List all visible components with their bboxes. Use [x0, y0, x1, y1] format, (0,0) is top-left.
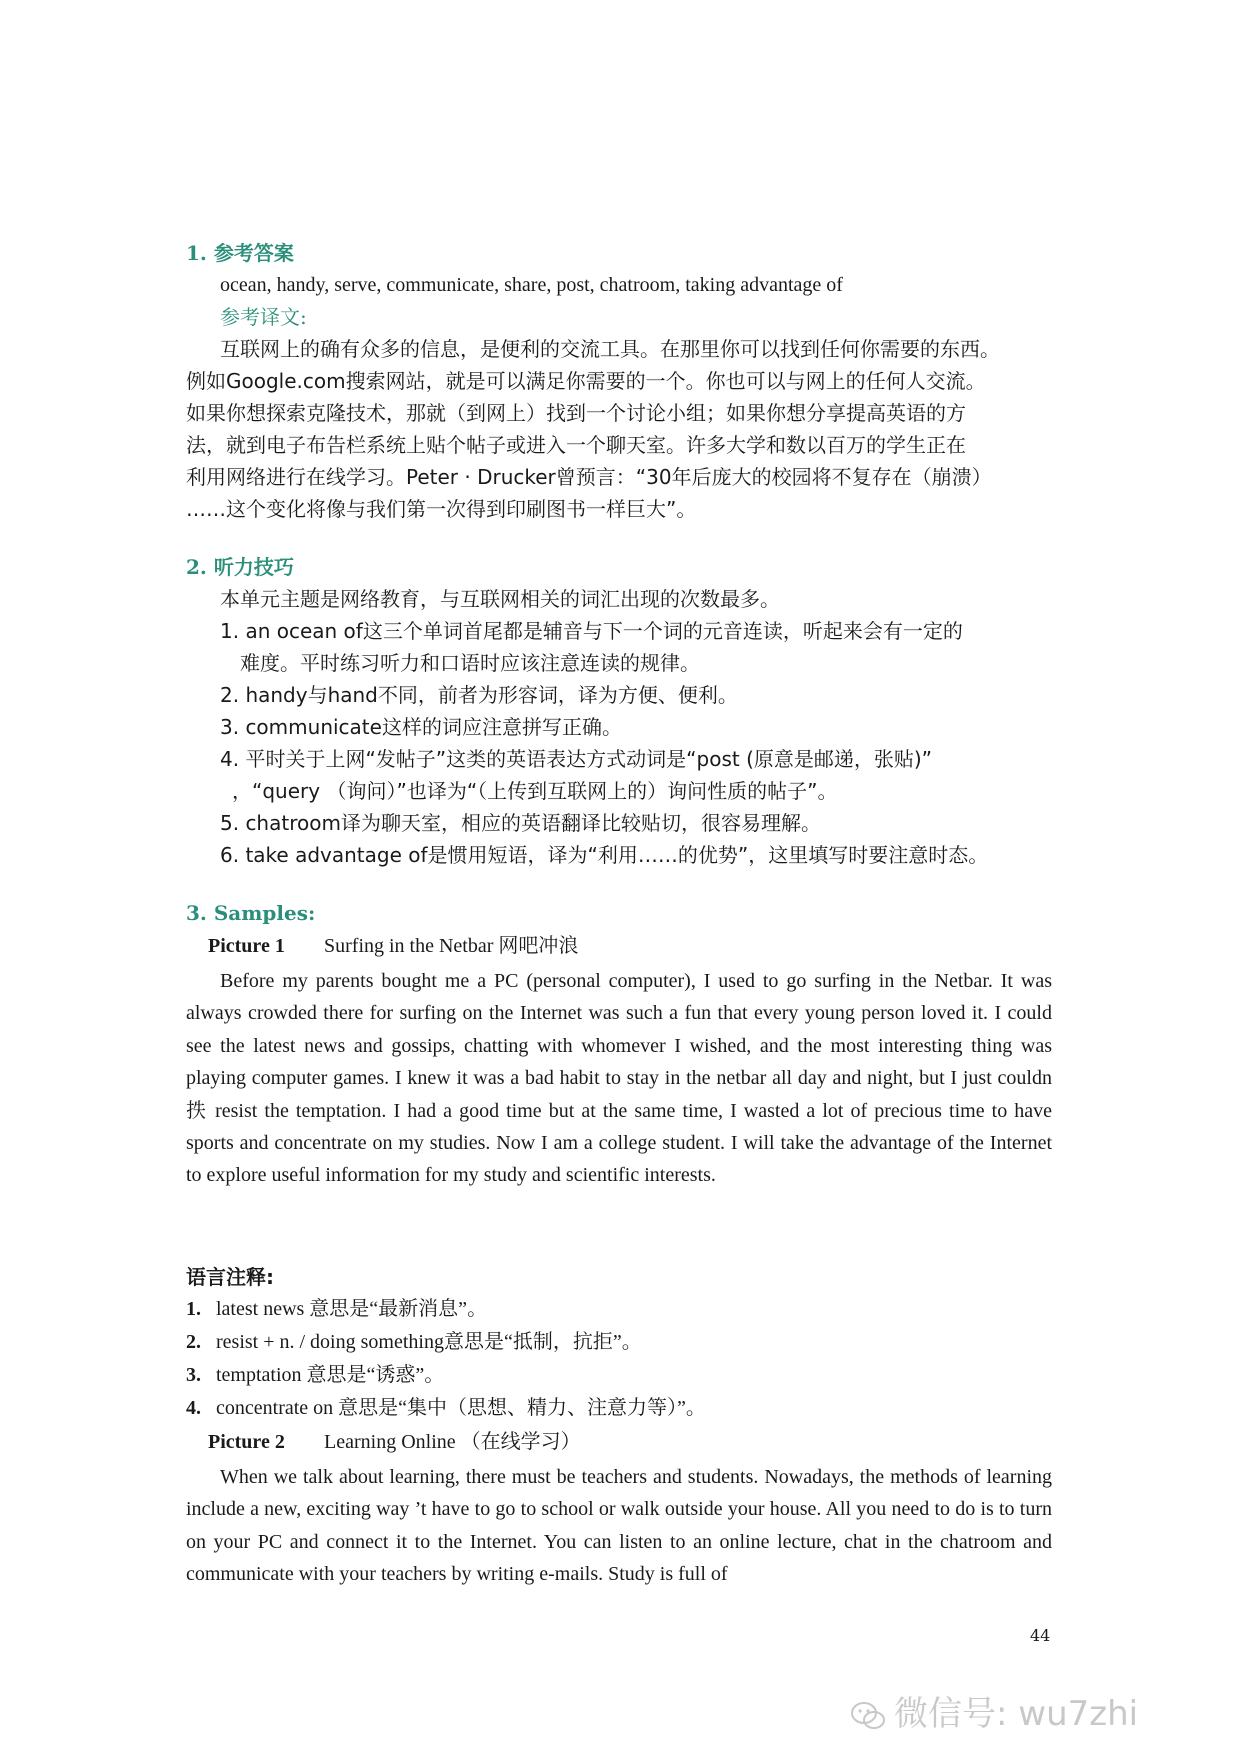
section1-heading: 1. 参考答案 [186, 241, 294, 265]
picture1-label: Picture 1 [208, 935, 285, 957]
listening-tip: 4. 平时关于上网“发帖子”这类的英语表达方式动词是“post (原意是邮递，张贴)” [220, 747, 933, 771]
listening-tip: ，“query （询问）”也译为“（上传到互联网上的）询问性质的帖子”。 [232, 779, 838, 803]
watermark [850, 1686, 1138, 1735]
note-number: 3. [186, 1364, 201, 1386]
note-text: resist + n. / doing something意思是“抵制，抗拒”。 [216, 1331, 642, 1353]
listening-tip: 6. take advantage of是惯用短语，译为“利用……的优势”，这里填写时要注意时态。 [220, 843, 989, 867]
note-text: latest news 意思是“最新消息”。 [216, 1298, 488, 1320]
listening-tip: 3. communicate这样的词应注意拼写正确。 [220, 715, 622, 739]
picture2-label: Picture 2 [208, 1431, 285, 1453]
page-number: 44 [1030, 1626, 1051, 1645]
translation-line: 法，就到电子布告栏系统上贴个帖子或进入一个聊天室。许多大学和数以百万的学生正在 [186, 433, 966, 457]
notes-heading: 语言注释: [186, 1265, 274, 1289]
translation-line: 互联网上的确有众多的信息，是便利的交流工具。在那里你可以找到任何你需要的东西。 [220, 337, 1000, 361]
section2-heading: 2. 听力技巧 [186, 555, 294, 579]
picture2-essay: When we talk about learning, there must be teachers and students. Nowadays, the methods of learning include a new, exciting way ’t have to go to school or walk outside your house. All you need to do is to turn on your PC and connect it to the Internet. You can listen to an online lecture, chat in the chatroom and communicate with your teachers by writing e-mails. Study is full of [186, 1466, 1052, 1586]
translation-line: ……这个变化将像与我们第一次得到印刷图书一样巨大”。 [186, 497, 697, 521]
translation-line: 如果你想探索克隆技术，那就（到网上）找到一个讨论小组；如果你想分享提高英语的方 [186, 401, 966, 425]
picture1-title: Surfing in the Netbar 网吧冲浪 [324, 935, 579, 957]
picture1-essay: Before my parents bought me a PC (personal computer), I used to go surfing in the Netbar. It was always crowded there for surfing on the Internet was such a fun that every young person loved it. I could see the latest news and gossips, chatting with whomever I wished, and the most interesting thing was playing computer games. I knew it was a bad habit to stay in the netbar all day and night, but I just couldn抶 resist the temptation. I had a good time but at the same time, I wasted a lot of precious time to have sports and concentrate on my studies. Now I am a college student. I will take the advantage of the Internet to explore useful information for my study and scientific interests. [186, 970, 1052, 1187]
note-text: temptation 意思是“诱惑”。 [216, 1364, 445, 1386]
listening-tip: 1. an ocean of这三个单词首尾都是辅音与下一个词的元音连读，听起来会有一定的 [220, 619, 963, 643]
note-number: 4. [186, 1397, 201, 1419]
answer-list: ocean, handy, serve, communicate, share, post, chatroom, taking advantage of [220, 274, 843, 296]
translation-line: 利用网络进行在线学习。Peter · Drucker曾预言：“30年后庞大的校园将不复存在（崩溃） [186, 465, 992, 489]
translation-label: 参考译文: [220, 305, 307, 329]
note-number: 1. [186, 1298, 201, 1320]
section3-heading: 3. Samples: [186, 901, 316, 925]
watermark-text: 微信号: wu7zhi [894, 1694, 1139, 1734]
picture2-title: Learning Online （在线学习） [324, 1431, 581, 1453]
wechat-icon [850, 1701, 886, 1731]
note-text: concentrate on 意思是“集中（思想、精力、注意力等）”。 [216, 1397, 706, 1419]
listening-tip: 5. chatroom译为聊天室，相应的英语翻译比较贴切，很容易理解。 [220, 811, 821, 835]
listening-tip: 难度。平时练习听力和口语时应该注意连读的规律。 [240, 651, 700, 675]
translation-line: 例如Google.com搜索网站，就是可以满足你需要的一个。你也可以与网上的任何人交流。 [186, 369, 986, 393]
listening-intro: 本单元主题是网络教育，与互联网相关的词汇出现的次数最多。 [220, 587, 780, 611]
note-number: 2. [186, 1331, 201, 1353]
listening-tip: 2. handy与hand不同，前者为形容词，译为方便、便利。 [220, 683, 738, 707]
